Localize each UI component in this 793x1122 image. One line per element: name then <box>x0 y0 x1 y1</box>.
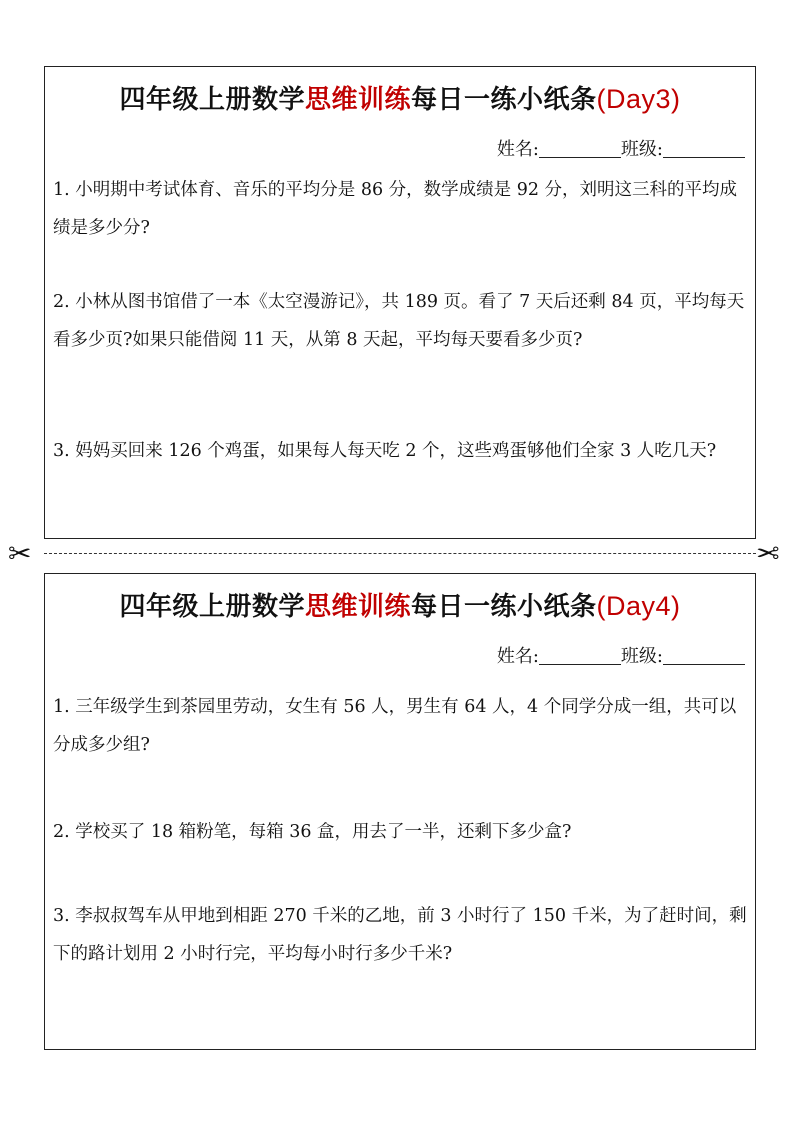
name-blank[interactable] <box>539 646 621 665</box>
name-class-bar <box>497 642 745 668</box>
cut-line <box>44 553 756 554</box>
worksheet-card-day4 <box>44 573 756 1050</box>
name-class-bar <box>497 135 745 161</box>
class-label: 班级: <box>620 139 663 160</box>
worksheet-card-day3 <box>44 66 756 539</box>
class-label: 班级: <box>620 646 663 667</box>
name-blank[interactable] <box>539 139 621 158</box>
name-label: 姓名: <box>496 646 539 667</box>
title-highlight: 思维训练 <box>304 85 411 115</box>
card-title <box>45 586 755 623</box>
question-1: 1. 三年级学生到茶园里劳动，女生有 56 人，男生有 64 人，4 个同学分成一组，共可以分成多少组? <box>53 697 737 755</box>
class-blank[interactable] <box>663 646 745 665</box>
title-main: 四年级上册数学 <box>119 592 305 622</box>
question-2: 2. 学校买了 18 箱粉笔，每箱 36 盒，用去了一半，还剩下多少盒? <box>53 822 572 842</box>
question-3: 3. 妈妈买回来 126 个鸡蛋，如果每人每天吃 2 个，这些鸡蛋够他们全家 3 人吃几天? <box>53 441 717 461</box>
scissors-icon: ✂ <box>8 537 32 570</box>
name-label: 姓名: <box>496 139 539 160</box>
scissors-icon: ✂ <box>756 537 780 570</box>
question-1: 1. 小明期中考试体育、音乐的平均分是 86 分，数学成绩是 92 分，刘明这三科的平均成绩是多少分? <box>53 180 738 238</box>
title-day: (Day4) <box>596 591 681 621</box>
title-highlight: 思维训练 <box>304 592 411 622</box>
question-2: 2. 小林从图书馆借了一本《太空漫游记》，共 189 页。看了 7 天后还剩 84 页，平均每天看多少页?如果只能借阅 11 天，从第 8 天起，平均每天要看多少页? <box>53 292 745 350</box>
card-title <box>45 79 755 116</box>
title-tail: 每日一练小纸条 <box>411 85 597 115</box>
title-tail: 每日一练小纸条 <box>411 592 597 622</box>
question-3: 3. 李叔叔驾车从甲地到相距 270 千米的乙地，前 3 小时行了 150 千米，为了赶时间，剩下的路计划用 2 小时行完，平均每小时行多少千米? <box>53 906 747 964</box>
title-day: (Day3) <box>596 84 681 114</box>
class-blank[interactable] <box>663 139 745 158</box>
title-main: 四年级上册数学 <box>119 85 305 115</box>
